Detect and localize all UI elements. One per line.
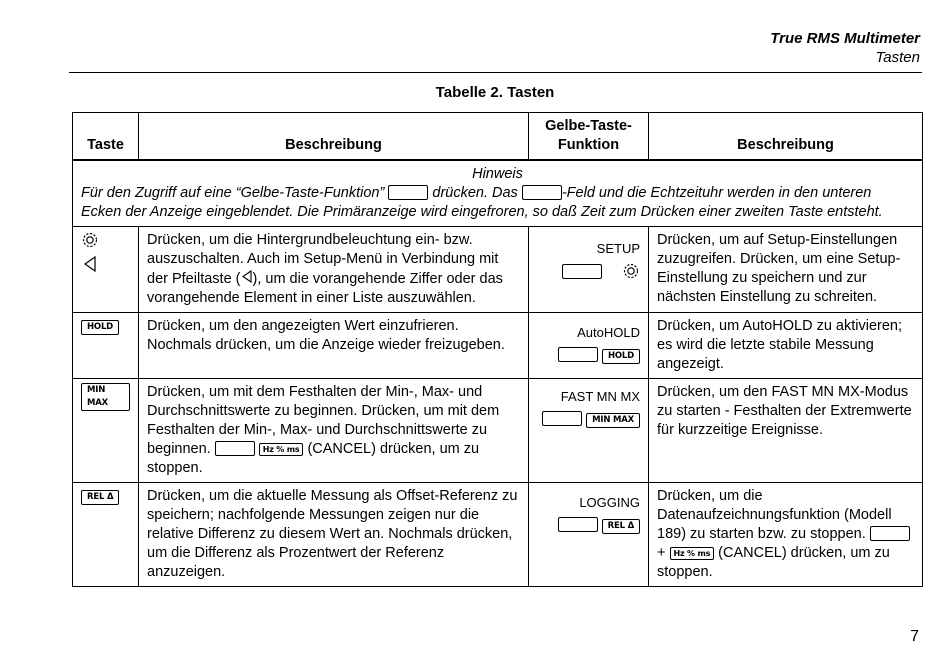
column-header-yellow-description: Beschreibung [649,113,923,161]
yellow-key-icon [558,517,598,532]
note-text-part2: drücken. Das [432,185,518,201]
rel-key-label: REL [607,521,625,531]
min-max-key-icon: MIN MAX [586,413,640,428]
yellow-description-cell: Drücken, um den FAST MN MX-Modus zu starten - Festhalten der Extremwerte für kurzzeitige Ereignisse. [649,379,923,483]
yellow-function-cell [529,227,649,313]
note-title: Hinweis [472,166,523,182]
yellow-function-cell [529,483,649,587]
description-cell [139,379,529,483]
table-header-row [73,113,923,161]
hold-key-icon: HOLD [81,320,119,335]
column-header-description: Beschreibung [139,113,529,161]
description-text: Drücken, um mit dem Festhalten der Min-, Max- und Durchschnittswerte zu beginnen. Drücken, um mit dem Festhalten der Min-, Max- und Durchschnittswerte zu beginnen. [147,384,500,457]
yellow-key-icon [542,411,582,426]
hz-percent-ms-key-icon: Hz % ms [259,443,304,456]
note-row [73,160,923,227]
yellow-key-icon [562,264,602,279]
yellow-key-icon [870,526,910,541]
key-cell [73,483,139,587]
key-combination [537,262,640,286]
column-header-yellow-function: Gelbe-Taste-Funktion [529,113,649,161]
description-cell: Drücken, um die aktuelle Messung als Offset-Referenz zu speichern; nachfolgende Messungen zeigen nur die relative Differenz zu diesem Wert an. Nochmals drücken, um die Differenz als Prozentwert der Referenz anzuzeigen. [139,483,529,587]
hold-key-icon: HOLD [602,349,640,364]
key-cell [73,313,139,379]
table-row [73,313,923,379]
yellow-key-icon [388,185,428,200]
plus-sign: + [657,545,666,561]
column-header-key: Taste [73,113,139,161]
document-title: True RMS Multimeter [770,30,920,47]
min-max-key-icon: MIN MAX [81,383,130,411]
yellow-function-cell [529,379,649,483]
backlight-icon [622,268,640,284]
description-cell: Drücken, um den angezeigten Wert einzufrieren. Nochmals drücken, um die Anzeige wieder freizugeben. [139,313,529,379]
keys-table [72,112,923,587]
table-row [73,379,923,483]
description-text-continued: ), um die vorangehende Ziffer oder das vorangehende Element in einer Liste auszuwählen. [147,271,503,306]
yellow-description-cell [649,483,923,587]
page-number: 7 [910,628,919,645]
yellow-function-label: LOGGING [579,495,640,510]
rel-key-label: REL [87,492,105,502]
yellow-key-icon [215,441,255,456]
key-combination [537,346,640,365]
key-cell [73,227,139,313]
yellow-function-cell [529,313,649,379]
yellow-description-cell: Drücken, um auf Setup-Einstellungen zuzugreifen. Drücken, um eine Setup-Einstellung zu speichern und zur nächsten Einstellung zu schreiten. [649,227,923,313]
note-text-part3: -Feld und die Echtzeituhr werden in den unteren Ecken der Anzeige eingeblendet. Die Primäranzeige wird eingefroren, so daß Zeit zum Drücken einer zweiten Taste entsteht. [81,185,883,220]
key-cell [73,379,139,483]
header-divider [69,72,922,73]
rel-delta-key-icon [81,490,119,505]
yellow-description-cell: Drücken, um AutoHOLD zu aktivieren; es wird die letzte stabile Messung angezeigt. [649,313,923,379]
note-text-part1: Für den Zugriff auf eine “Gelbe-Taste-Funktion” [81,185,385,201]
delta-symbol: Δ [627,521,634,531]
table-row [73,483,923,587]
yellow-description-text-continued: (CANCEL) drücken, um zu stoppen. [657,545,890,580]
rel-delta-key-icon [602,519,640,534]
table-caption: Tabelle 2. Tasten [435,84,555,101]
table-row [73,227,923,313]
backlight-icon [81,231,99,254]
description-cell [139,227,529,313]
note-cell [73,160,923,227]
left-arrow-icon [241,269,253,288]
left-arrow-icon [81,255,99,278]
description-text-continued: (CANCEL) drücken, um zu stoppen. [147,441,480,476]
yellow-key-icon [558,347,598,362]
yellow-description-text: Drücken, um die Datenaufzeichnungsfunktion (Modell 189) zu starten bzw. zu stoppen. [657,488,892,542]
key-combination [537,516,640,535]
yellow-key-icon [522,185,562,200]
yellow-function-label: SETUP [596,241,640,256]
yellow-function-label: AutoHOLD [577,325,640,340]
description-text: Drücken, um die Hintergrundbeleuchtung ein- bzw. auszuschalten. Auch im Setup-Menü in Verbindung mit der Pfeiltaste ( [147,232,499,287]
key-combination [537,410,640,429]
section-subtitle: Tasten [875,49,920,66]
hz-percent-ms-key-icon: Hz % ms [670,547,715,560]
delta-symbol: Δ [106,492,114,502]
yellow-function-label: FAST MN MX [560,389,640,404]
